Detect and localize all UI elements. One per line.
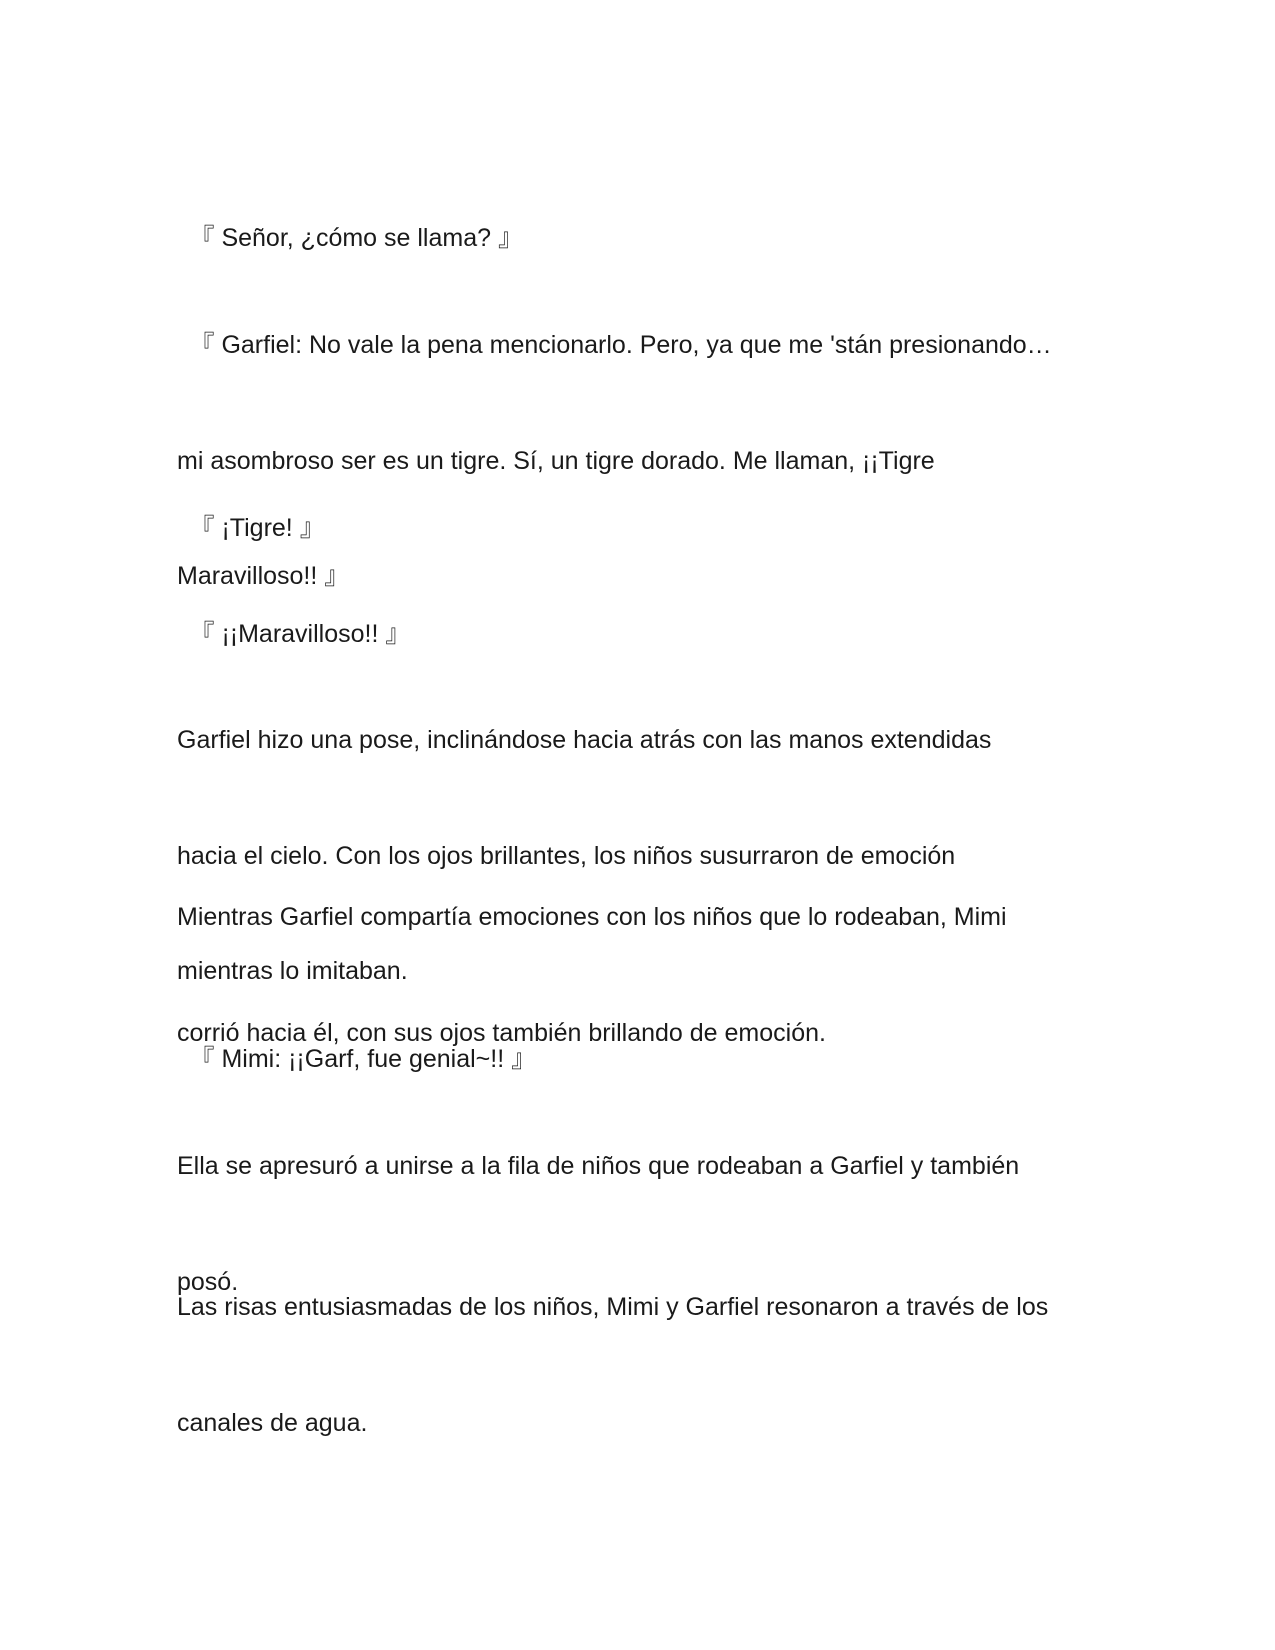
paragraph-line: Las risas entusiasmadas de los niños, Mimi y Garfiel resonaron a través de los bbox=[177, 1293, 1049, 1321]
paragraph-line: 『 ¡¡Maravilloso!! 』 bbox=[177, 620, 411, 648]
paragraph-line: Garfiel hizo una pose, inclinándose hacia atrás con las manos extendidas bbox=[177, 726, 992, 754]
paragraph-line: mientras lo imitaban. bbox=[177, 957, 408, 985]
paragraph-risas bbox=[177, 1211, 1107, 1519]
paragraph-line: Mientras Garfiel compartía emociones con los niños que lo rodeaban, Mimi bbox=[177, 903, 1007, 931]
paragraph-line: corrió hacia él, con sus ojos también brillando de emoción. bbox=[177, 1018, 826, 1047]
paragraph-line: posó. bbox=[177, 1267, 239, 1296]
paragraph-line: 『 Mimi: ¡¡Garf, fue genial~!! 』 bbox=[177, 1045, 537, 1073]
paragraph-line: Ella se apresuró a unirse a la fila de niños que rodeaban a Garfiel y también bbox=[177, 1152, 1020, 1180]
paragraph-line: Maravilloso!! 』 bbox=[177, 562, 350, 590]
paragraph-line: mi asombroso ser es un tigre. Sí, un tigre dorado. Me llaman, ¡¡Tigre bbox=[177, 446, 935, 475]
paragraph-line: 『 Señor, ¿cómo se llama? 』 bbox=[177, 224, 523, 252]
paragraph-line: 『 ¡Tigre! 』 bbox=[177, 514, 325, 542]
paragraph-line: canales de agua. bbox=[177, 1408, 368, 1437]
paragraph-line: 『 Garfiel: No vale la pena mencionarlo. Pero, ya que me 'stán presionando… bbox=[177, 331, 1052, 359]
paragraph-line: hacia el cielo. Con los ojos brillantes, los niños susurraron de emoción bbox=[177, 841, 956, 870]
